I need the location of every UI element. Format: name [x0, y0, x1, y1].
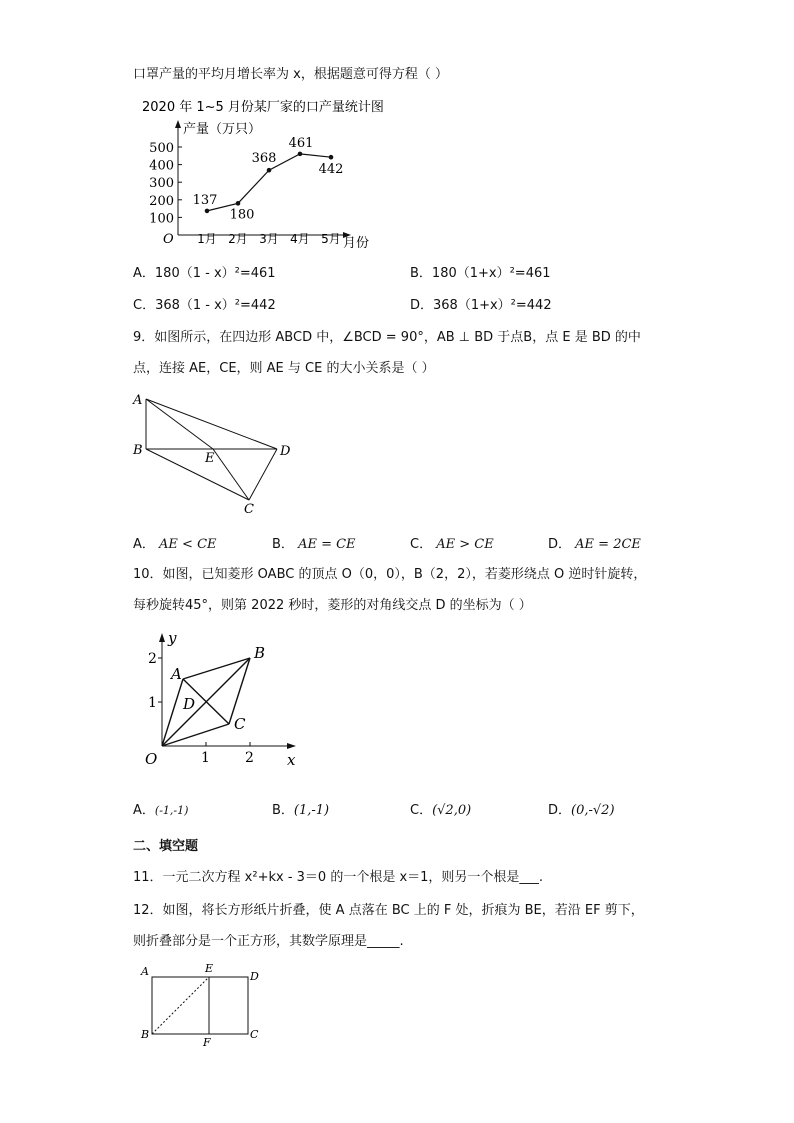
q12-label-a: A: [141, 965, 149, 978]
q10-stem-line1: 10．如图，已知菱形 OABC 的顶点 O（0，0），B（2，2），若菱形绕点 O 逆时针旋转，: [133, 567, 647, 582]
q10-label-b: B: [254, 644, 266, 662]
q10-label-d: D: [183, 695, 196, 713]
chart-x-label: 月份: [343, 236, 370, 251]
chart-x-tick-label: 2月: [228, 232, 248, 246]
q9-label-b: B: [133, 443, 143, 458]
chart-y-tick-label: 200: [149, 193, 174, 209]
chart-data-label: 442: [318, 162, 344, 178]
q8-stem: 口罩产量的平均月增长率为 x，根据题意可得方程（ ）: [133, 67, 448, 82]
q10-label-o: O: [145, 750, 158, 768]
q10-option-a[interactable]: A．(-1,-1): [133, 803, 189, 818]
q8-option-d[interactable]: D．368（1+x）²=442: [410, 298, 552, 313]
q10-label-y: y: [168, 629, 177, 647]
chart-origin-label: O: [163, 232, 174, 247]
chart-y-tick-label: 300: [149, 176, 174, 192]
q9-option-c[interactable]: C． AE > CE: [410, 537, 494, 552]
q9-label-e: E: [205, 451, 215, 466]
chart-y-arrow: [175, 120, 181, 128]
q10-option-c[interactable]: C．(√2,0): [410, 803, 472, 818]
chart-title: 2020 年 1~5 月份某厂家的口产量统计图: [142, 100, 384, 115]
q8-option-b[interactable]: B．180（1+x）²=461: [410, 266, 551, 281]
q11-stem: 11．一元二次方程 x²+kx - 3＝0 的一个根是 x＝1，则另一个根是___.: [133, 870, 544, 885]
chart-y-tick-label: 100: [149, 211, 174, 227]
chart-y-tick-label: 400: [149, 158, 174, 174]
chart-data-point: [236, 201, 241, 206]
q12-stem-line1: 12．如图，将长方形纸片折叠，使 A 点落在 BC 上的 F 处，折痕为 BE，若沿 EF 剪下，: [133, 903, 644, 918]
chart-data-point: [205, 209, 210, 214]
section-heading-fill-blank: 二、填空题: [133, 839, 199, 854]
chart-data-label: 368: [251, 151, 277, 167]
q10-label-c: C: [234, 715, 246, 733]
q10-tick-x1: 1: [201, 750, 210, 766]
production-line-chart: [0, 0, 794, 260]
q8-option-c[interactable]: C．368（1 - x）²=442: [133, 298, 276, 313]
q9-label-a: A: [133, 393, 143, 408]
q9-option-d[interactable]: D． AE = 2CE: [548, 537, 641, 552]
chart-y-tick-label: 500: [149, 141, 174, 156]
chart-y-label: 产量（万只）: [183, 122, 262, 137]
q10-option-b[interactable]: B．(1,-1): [272, 803, 330, 818]
chart-data-point: [298, 152, 303, 157]
q12-label-d: D: [250, 970, 259, 983]
chart-x-tick-label: 1月: [197, 232, 217, 246]
q10-label-x: x: [287, 751, 296, 769]
chart-data-label: 180: [229, 207, 255, 223]
q12-stem-line2: 则折叠部分是一个正方形，其数学原理是_____.: [133, 934, 404, 949]
q9-option-b[interactable]: B． AE = CE: [272, 537, 356, 552]
chart-data-label: 461: [288, 135, 314, 151]
chart-x-tick-label: 5月: [321, 232, 341, 246]
q8-option-a[interactable]: A．180（1 - x）²=461: [133, 266, 276, 281]
q12-label-e: E: [205, 962, 214, 975]
q9-label-c: C: [244, 502, 254, 517]
q9-label-d: D: [280, 444, 291, 459]
q12-label-b: B: [141, 1028, 150, 1041]
q10-tick-y1: 1: [148, 695, 157, 711]
chart-data-point: [267, 168, 272, 173]
chart-data-label: 137: [192, 192, 218, 208]
chart-data-point: [329, 155, 334, 160]
q12-label-f: F: [203, 1036, 211, 1049]
q10-label-a: A: [171, 665, 182, 683]
chart-x-tick-label: 4月: [290, 232, 310, 246]
chart-x-tick-label: 3月: [259, 232, 279, 246]
q9-option-a[interactable]: A． AE < CE: [133, 537, 217, 552]
q10-stem-line2: 每秒旋转45°，则第 2022 秒时，菱形的对角线交点 D 的坐标为（ ）: [133, 598, 532, 613]
q10-tick-y2: 2: [148, 651, 157, 667]
q10-tick-x2: 2: [245, 750, 254, 766]
q9-stem-line1: 9．如图所示，在四边形 ABCD 中，∠BCD = 90°，AB ⊥ BD 于点B，点 E 是 BD 的中: [133, 330, 641, 345]
q10-option-d[interactable]: D．(0,-√2): [548, 803, 615, 818]
q12-label-c: C: [250, 1028, 259, 1041]
q9-stem-line2: 点，连接 AE，CE，则 AE 与 CE 的大小关系是（ ）: [133, 361, 435, 376]
